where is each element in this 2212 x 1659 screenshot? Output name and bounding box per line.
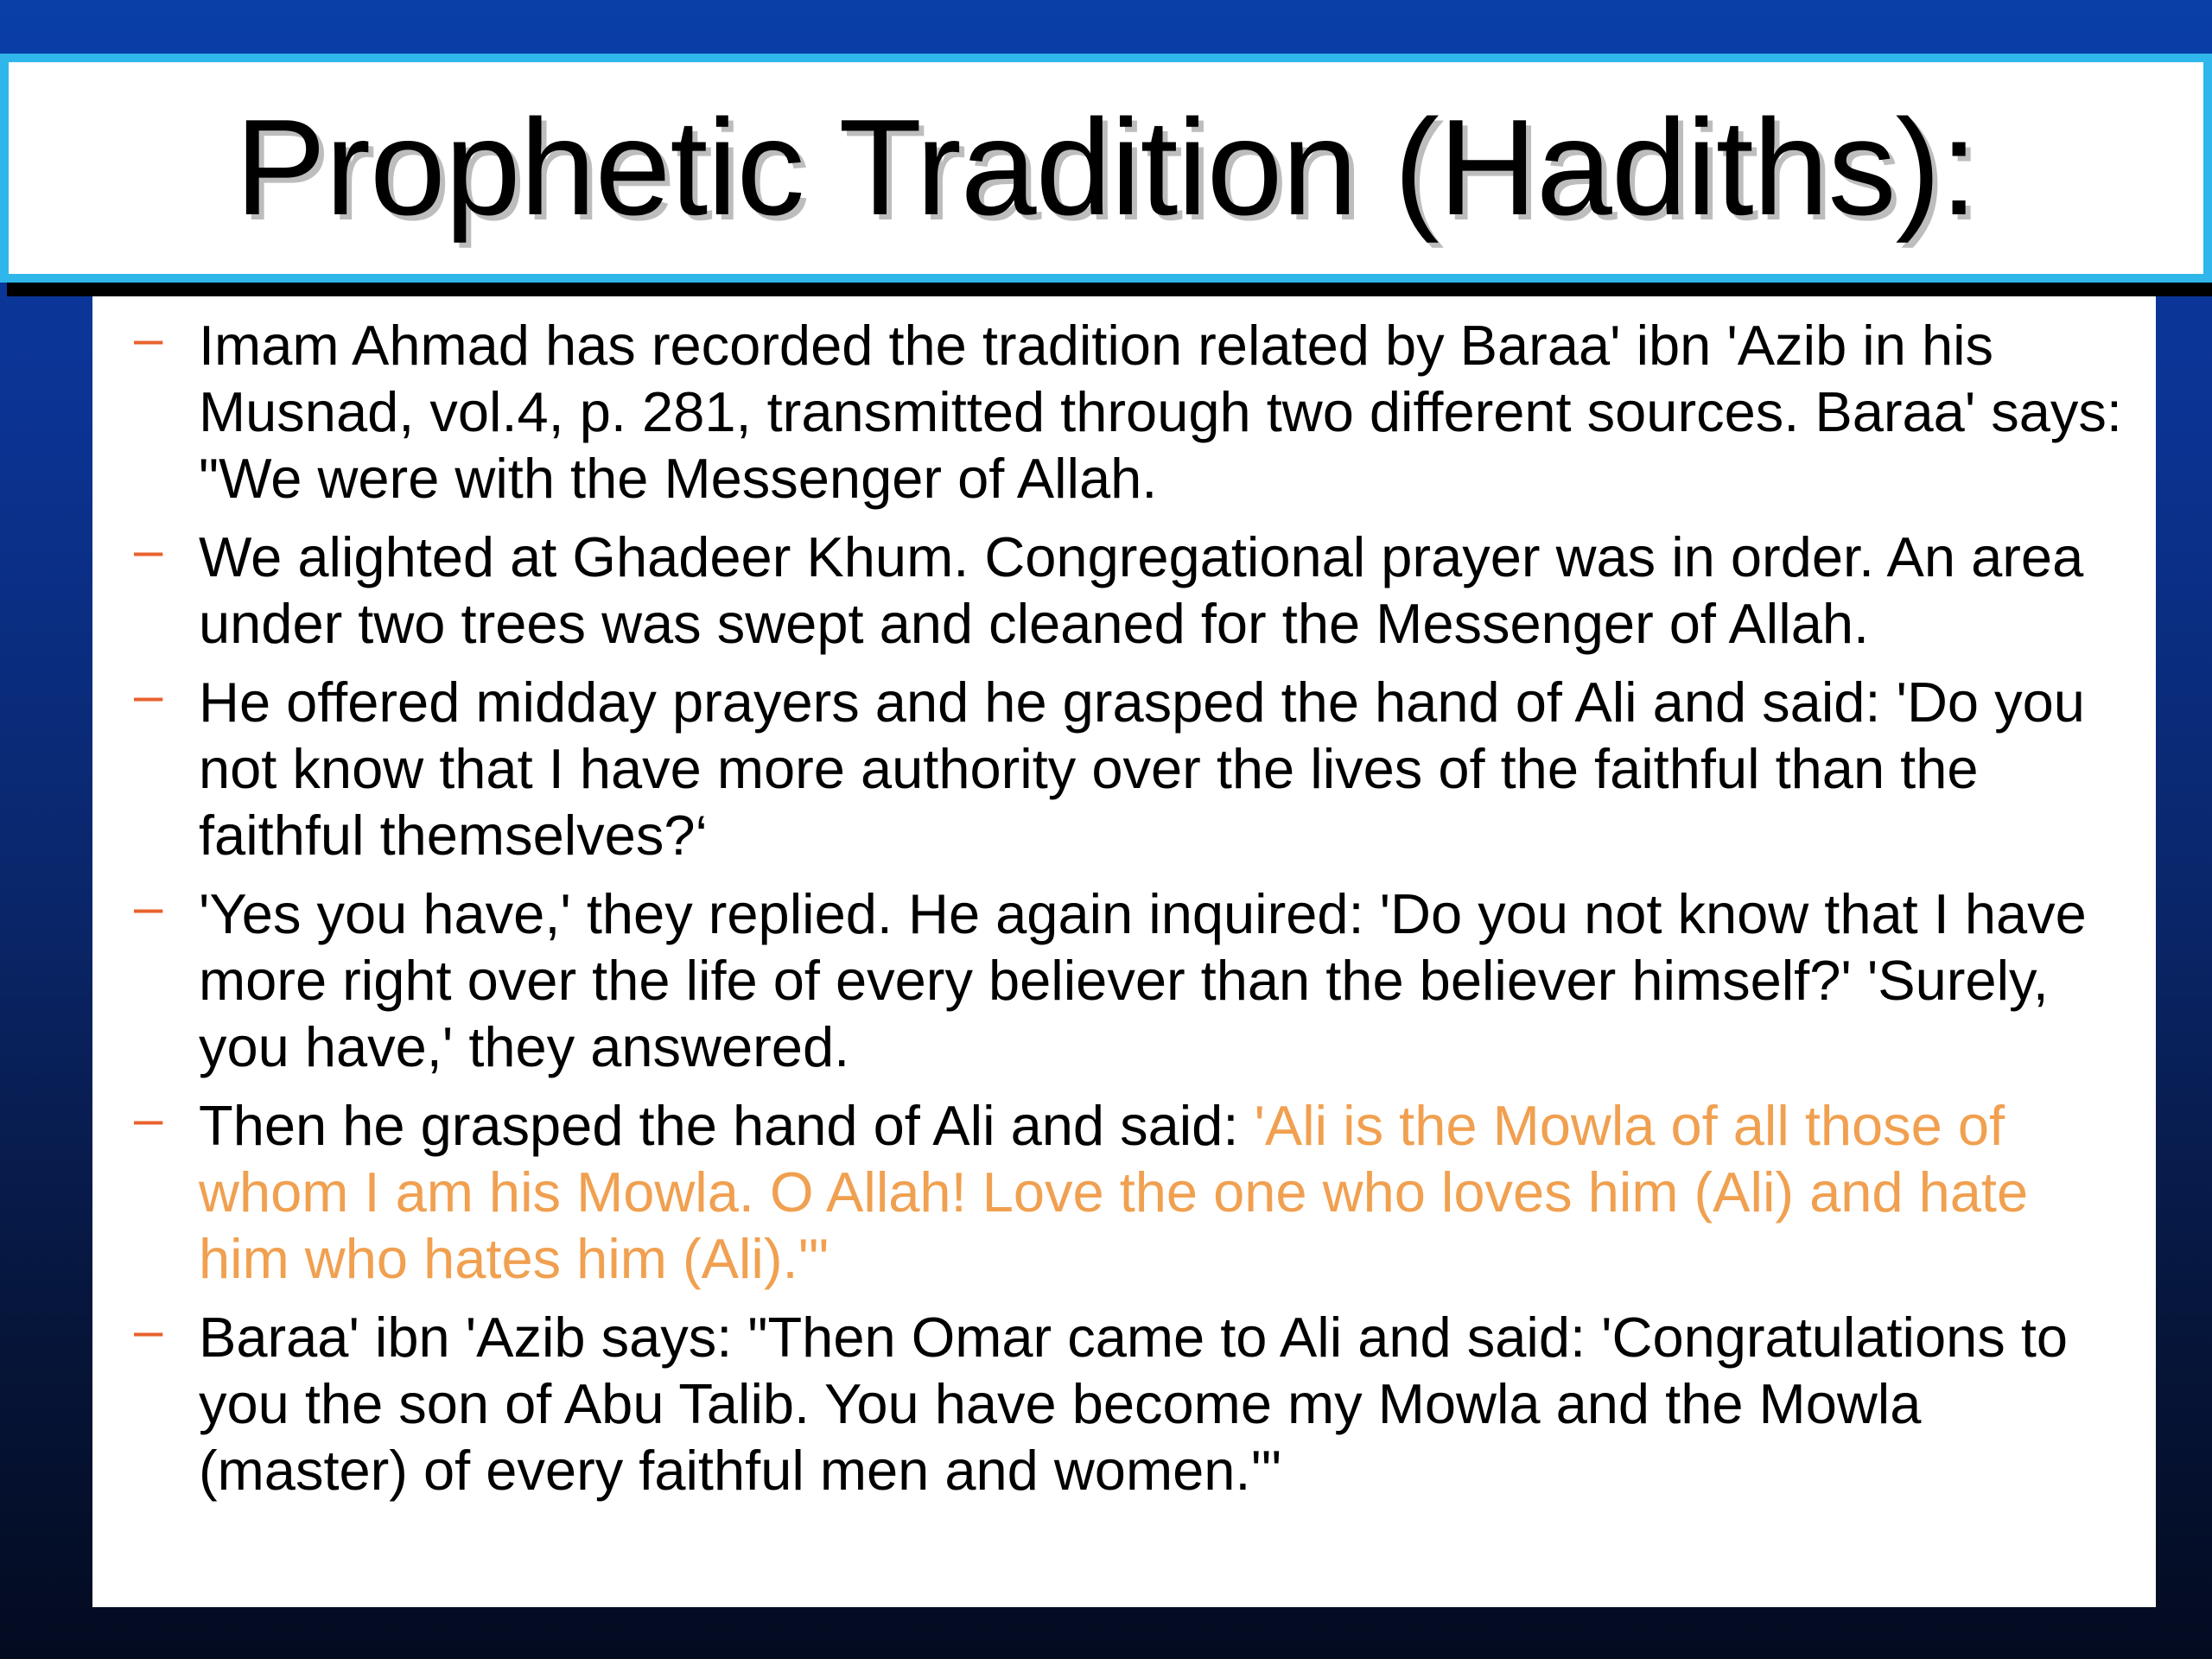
bullet-item	[92, 666, 2125, 868]
bullet-text: 'Yes you have,' they replied. He again inquired: 'Do you not know that I have more right over the life of every believer than the believer himself?' 'Surely, you have,' they answered.	[199, 882, 2087, 1078]
content-box	[92, 296, 2156, 1607]
bullet-item	[92, 880, 2125, 1080]
bullet-item	[92, 1301, 2125, 1503]
dash-bullet-icon: –	[134, 1090, 163, 1147]
highlighted-quote: 'Ali is the Mowla of all those of whom I am his Mowla. O Allah! Love the one who loves him (Ali) and hate him who hates him (Ali).'"	[199, 1094, 2029, 1290]
bullet-item	[92, 309, 2125, 512]
bullet-item	[92, 521, 2125, 657]
slide-title: Prophetic Tradition (Hadiths):	[234, 92, 1978, 244]
bullet-text: Then he grasped the hand of Ali and said:	[199, 1094, 1255, 1157]
title-bar	[0, 54, 2212, 283]
bullet-text: We alighted at Ghadeer Khum. Congregational prayer was in order. An area under two trees was swept and cleaned for the Messenger of Allah.	[199, 525, 2084, 655]
title-underline	[7, 283, 2212, 296]
dash-bullet-icon: –	[134, 666, 163, 724]
bullet-item	[92, 1092, 2125, 1292]
bullet-text: Imam Ahmad has recorded the tradition related by Baraa' ibn 'Azib in his Musnad, vol.4, p. 281, transmitted through two different sources. Baraa' says: "We were with the Messenger of Allah.	[199, 314, 2122, 510]
dash-bullet-icon: –	[134, 309, 163, 367]
bullet-text: Baraa' ibn 'Azib says: "Then Omar came to Ali and said: 'Congratulations to you the son of Abu Talib. You have become my Mowla and the Mowla (master) of every faithful men and women.'"	[199, 1306, 2069, 1502]
dash-bullet-icon: –	[134, 1301, 163, 1359]
bullet-text: He offered midday prayers and he grasped the hand of Ali and said: 'Do you not know that I have more authority over the lives of the faithful than the faithful themselves?‘	[199, 671, 2085, 867]
bullet-list	[92, 309, 2125, 1503]
dash-bullet-icon: –	[134, 521, 163, 579]
dash-bullet-icon: –	[134, 878, 163, 936]
